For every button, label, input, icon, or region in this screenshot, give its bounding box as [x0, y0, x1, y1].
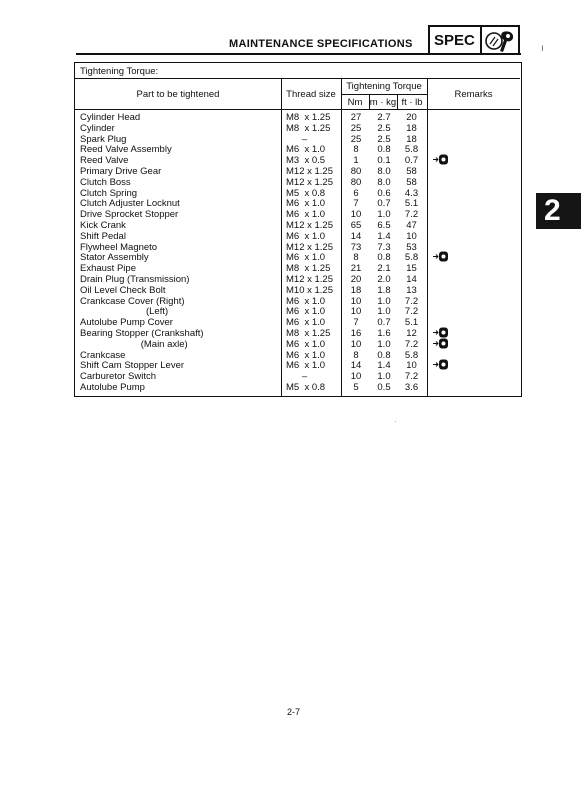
threadlock-icon — [433, 338, 449, 349]
torque-mkg: 6.5 — [377, 220, 391, 231]
part-name: Cylinder — [80, 122, 115, 134]
thread-size: M3 x 0.5 — [286, 155, 326, 167]
col-divider-nm — [369, 94, 370, 109]
torque-ftlb: 3.6 — [404, 382, 419, 393]
thread-size: – — [286, 371, 308, 383]
table-row — [75, 155, 521, 166]
torque-ftlb: 10 — [406, 360, 417, 372]
torque-nm: 10 — [350, 371, 362, 383]
table-row — [75, 123, 521, 134]
part-name: Spark Plug — [80, 133, 127, 145]
spec-badge-label: SPEC — [434, 32, 475, 49]
torque-ftlb: 7.2 — [404, 306, 419, 318]
torque-nm: 8 — [353, 349, 359, 361]
torque-mkg: 2.5 — [377, 133, 391, 145]
threadlock-icon — [433, 251, 449, 262]
torque-mkg: 1.4 — [377, 360, 391, 372]
table-row — [75, 285, 521, 296]
torque-ftlb: 5.1 — [404, 317, 419, 329]
caption-divider — [75, 78, 520, 79]
thread-size: M8 x 1.25 — [286, 122, 331, 134]
table-row — [75, 242, 521, 253]
col-header-thread: Thread size — [286, 89, 336, 100]
table-row — [75, 371, 521, 382]
torque-mkg: 0.8 — [377, 252, 391, 264]
torque-ftlb: 5.1 — [404, 198, 419, 210]
torque-ftlb: 7.2 — [404, 295, 419, 307]
thread-size: M6 x 1.0 — [286, 317, 326, 329]
torque-mkg: 2.1 — [377, 263, 391, 275]
thread-size: M12 x 1.25 — [286, 166, 333, 177]
torque-mkg: 1.0 — [377, 209, 391, 221]
torque-mkg: 0.8 — [377, 144, 391, 156]
stray-dot: · — [394, 417, 397, 426]
page-title: MAINTENANCE SPECIFICATIONS — [229, 38, 413, 50]
thread-size: M6 x 1.0 — [286, 230, 326, 242]
part-name: Crankcase Cover (Right) — [80, 295, 185, 307]
torque-nm: 8 — [353, 144, 359, 156]
thread-size: M6 x 1.0 — [286, 198, 326, 210]
torque-mkg: 2.7 — [377, 112, 391, 123]
thread-size: M6 x 1.0 — [286, 144, 326, 156]
col-header-torque: Tightening Torque — [346, 81, 422, 92]
torque-mkg: 1.4 — [377, 230, 391, 242]
torque-mkg: 8.0 — [377, 176, 391, 188]
part-name: Flywheel Magneto — [80, 241, 158, 253]
torque-nm: 5 — [353, 382, 359, 393]
thread-size: M6 x 1.0 — [286, 306, 326, 318]
thread-size: M6 x 1.0 — [286, 360, 326, 372]
thread-size: M6 x 1.0 — [286, 209, 326, 221]
part-name: Drive Sprocket Stopper — [80, 209, 179, 221]
part-name: Autolube Pump — [80, 382, 145, 393]
thread-size: M12 x 1.25 — [286, 274, 333, 285]
torque-nm: 10 — [350, 295, 362, 307]
torque-ftlb: 47 — [406, 220, 417, 231]
table-row — [75, 252, 521, 263]
torque-ftlb: 53 — [406, 241, 417, 253]
torque-nm: 10 — [350, 209, 362, 221]
thread-size: M12 x 1.25 — [286, 176, 333, 188]
torque-ftlb: 10 — [406, 230, 417, 242]
part-name: Reed Valve Assembly — [80, 144, 172, 156]
spec-badge — [428, 25, 520, 55]
torque-mkg: 1.0 — [377, 306, 391, 318]
torque-ftlb: 4.3 — [404, 187, 419, 199]
table-row — [75, 317, 521, 328]
torque-mkg: 0.1 — [377, 155, 391, 167]
torque-nm: 14 — [350, 230, 362, 242]
torque-table — [74, 62, 522, 397]
part-name: Reed Valve — [80, 155, 129, 167]
table-row — [75, 231, 521, 242]
torque-nm: 20 — [350, 274, 362, 285]
torque-ftlb: 0.7 — [404, 155, 419, 167]
torque-nm: 6 — [353, 187, 359, 199]
torque-mkg: 1.0 — [377, 338, 391, 350]
torque-mkg: 0.7 — [377, 198, 391, 210]
part-name: Clutch Boss — [80, 176, 131, 188]
torque-ftlb: 5.8 — [404, 144, 419, 156]
torque-ftlb: 15 — [406, 263, 417, 275]
torque-mkg: 7.3 — [377, 241, 391, 253]
torque-nm: 10 — [350, 306, 362, 318]
torque-mkg: 1.0 — [377, 371, 391, 383]
table-row — [75, 339, 521, 350]
torque-ftlb: 5.8 — [404, 252, 419, 264]
torque-mkg: 1.6 — [377, 328, 391, 339]
spec-badge-divider — [480, 27, 482, 53]
torque-ftlb: 13 — [406, 284, 417, 296]
torque-nm: 8 — [353, 252, 359, 264]
col-divider-mkg — [397, 94, 398, 109]
part-name: Kick Crank — [80, 220, 126, 231]
torque-mkg: 1.0 — [377, 295, 391, 307]
part-name: Cylinder Head — [80, 112, 141, 123]
thread-size: M6 x 1.0 — [286, 295, 326, 307]
part-name: Autolube Pump Cover — [80, 317, 173, 329]
table-row — [75, 263, 521, 274]
part-name: Exhaust Pipe — [80, 263, 136, 275]
table-row — [75, 209, 521, 220]
torque-mkg: 0.5 — [377, 382, 391, 393]
part-name: Shift Cam Stopper Lever — [80, 360, 185, 372]
torque-mkg: 8.0 — [377, 166, 391, 177]
torque-ftlb: 20 — [406, 112, 417, 123]
torque-mkg: 0.6 — [377, 187, 391, 199]
torque-ftlb: 58 — [406, 176, 417, 188]
table-row — [75, 220, 521, 231]
table-row — [75, 198, 521, 209]
thread-size: M8 x 1.25 — [286, 328, 331, 339]
col-header-part: Part to be tightened — [136, 89, 220, 100]
thread-size: M6 x 1.0 — [286, 252, 326, 264]
table-caption: Tightening Torque: — [80, 66, 159, 77]
table-row — [75, 382, 521, 393]
thread-size: M8 x 1.25 — [286, 263, 331, 275]
torque-nm: 1 — [353, 155, 359, 167]
torque-subheader-divider — [341, 94, 427, 95]
chapter-tab: 2 — [536, 193, 581, 229]
table-row — [75, 166, 521, 177]
col-header-ftlb: ft · lb — [401, 97, 423, 108]
stray-mark: ı — [541, 43, 544, 54]
table-row — [75, 112, 521, 123]
table-row — [75, 296, 521, 307]
torque-ftlb: 5.8 — [404, 349, 419, 361]
header-divider — [75, 109, 520, 110]
part-name: Primary Drive Gear — [80, 166, 162, 177]
table-row — [75, 188, 521, 199]
thread-size: M6 x 1.0 — [286, 338, 326, 350]
torque-nm: 80 — [350, 166, 362, 177]
torque-mkg: 0.8 — [377, 349, 391, 361]
table-row — [75, 360, 521, 371]
torque-mkg: 2.0 — [377, 274, 391, 285]
thread-size: M5 x 0.8 — [286, 187, 326, 199]
table-row — [75, 134, 521, 145]
torque-ftlb: 12 — [406, 328, 417, 339]
part-name: Stator Assembly — [80, 252, 149, 264]
part-name: Bearing Stopper (Crankshaft) — [80, 328, 204, 339]
torque-nm: 7 — [353, 317, 359, 329]
page-number: 2-7 — [287, 707, 301, 717]
col-header-remarks: Remarks — [454, 89, 493, 100]
torque-nm: 16 — [350, 328, 362, 339]
col-header-nm: Nm — [347, 97, 363, 108]
thread-size: – — [286, 133, 308, 145]
thread-size: M8 x 1.25 — [286, 112, 331, 123]
torque-nm: 73 — [350, 241, 362, 253]
col-header-mkg: m · kg — [369, 97, 397, 108]
thread-size: M12 x 1.25 — [286, 241, 333, 253]
torque-nm: 14 — [350, 360, 362, 372]
wrench-gauge-icon — [483, 28, 519, 54]
thread-size: M6 x 1.0 — [286, 349, 326, 361]
part-name: Shift Pedal — [80, 230, 126, 242]
torque-ftlb: 14 — [406, 274, 417, 285]
threadlock-icon — [433, 154, 449, 165]
torque-ftlb: 18 — [406, 133, 417, 145]
threadlock-icon — [433, 359, 449, 370]
part-name: Carburetor Switch — [80, 371, 157, 383]
thread-size: M12 x 1.25 — [286, 220, 333, 231]
torque-ftlb: 7.2 — [404, 371, 419, 383]
table-row — [75, 177, 521, 188]
torque-mkg: 2.5 — [377, 122, 391, 134]
part-name: (Main axle) — [80, 338, 188, 350]
torque-nm: 27 — [350, 112, 362, 123]
torque-mkg: 1.8 — [377, 284, 391, 296]
torque-ftlb: 58 — [406, 166, 417, 177]
part-name: Drain Plug (Transmission) — [80, 274, 190, 285]
thread-size: M5 x 0.8 — [286, 382, 326, 393]
torque-nm: 25 — [350, 122, 362, 134]
torque-nm: 10 — [350, 338, 362, 350]
part-name: (Left) — [80, 306, 169, 318]
table-row — [75, 306, 521, 317]
torque-mkg: 0.7 — [377, 317, 391, 329]
part-name: Crankcase — [80, 349, 126, 361]
thread-size: M10 x 1.25 — [286, 284, 333, 296]
part-name: Oil Level Check Bolt — [80, 284, 166, 296]
torque-nm: 7 — [353, 198, 359, 210]
torque-nm: 25 — [350, 133, 362, 145]
torque-ftlb: 7.2 — [404, 209, 419, 221]
part-name: Clutch Spring — [80, 187, 138, 199]
torque-nm: 21 — [350, 263, 362, 275]
torque-nm: 65 — [350, 220, 362, 231]
torque-nm: 18 — [350, 284, 362, 296]
table-row — [75, 144, 521, 155]
threadlock-icon — [433, 327, 449, 338]
torque-ftlb: 18 — [406, 122, 417, 134]
torque-nm: 80 — [350, 176, 362, 188]
table-row — [75, 328, 521, 339]
torque-ftlb: 7.2 — [404, 338, 419, 350]
part-name: Clutch Adjuster Locknut — [80, 198, 180, 210]
table-row — [75, 274, 521, 285]
table-row — [75, 350, 521, 361]
